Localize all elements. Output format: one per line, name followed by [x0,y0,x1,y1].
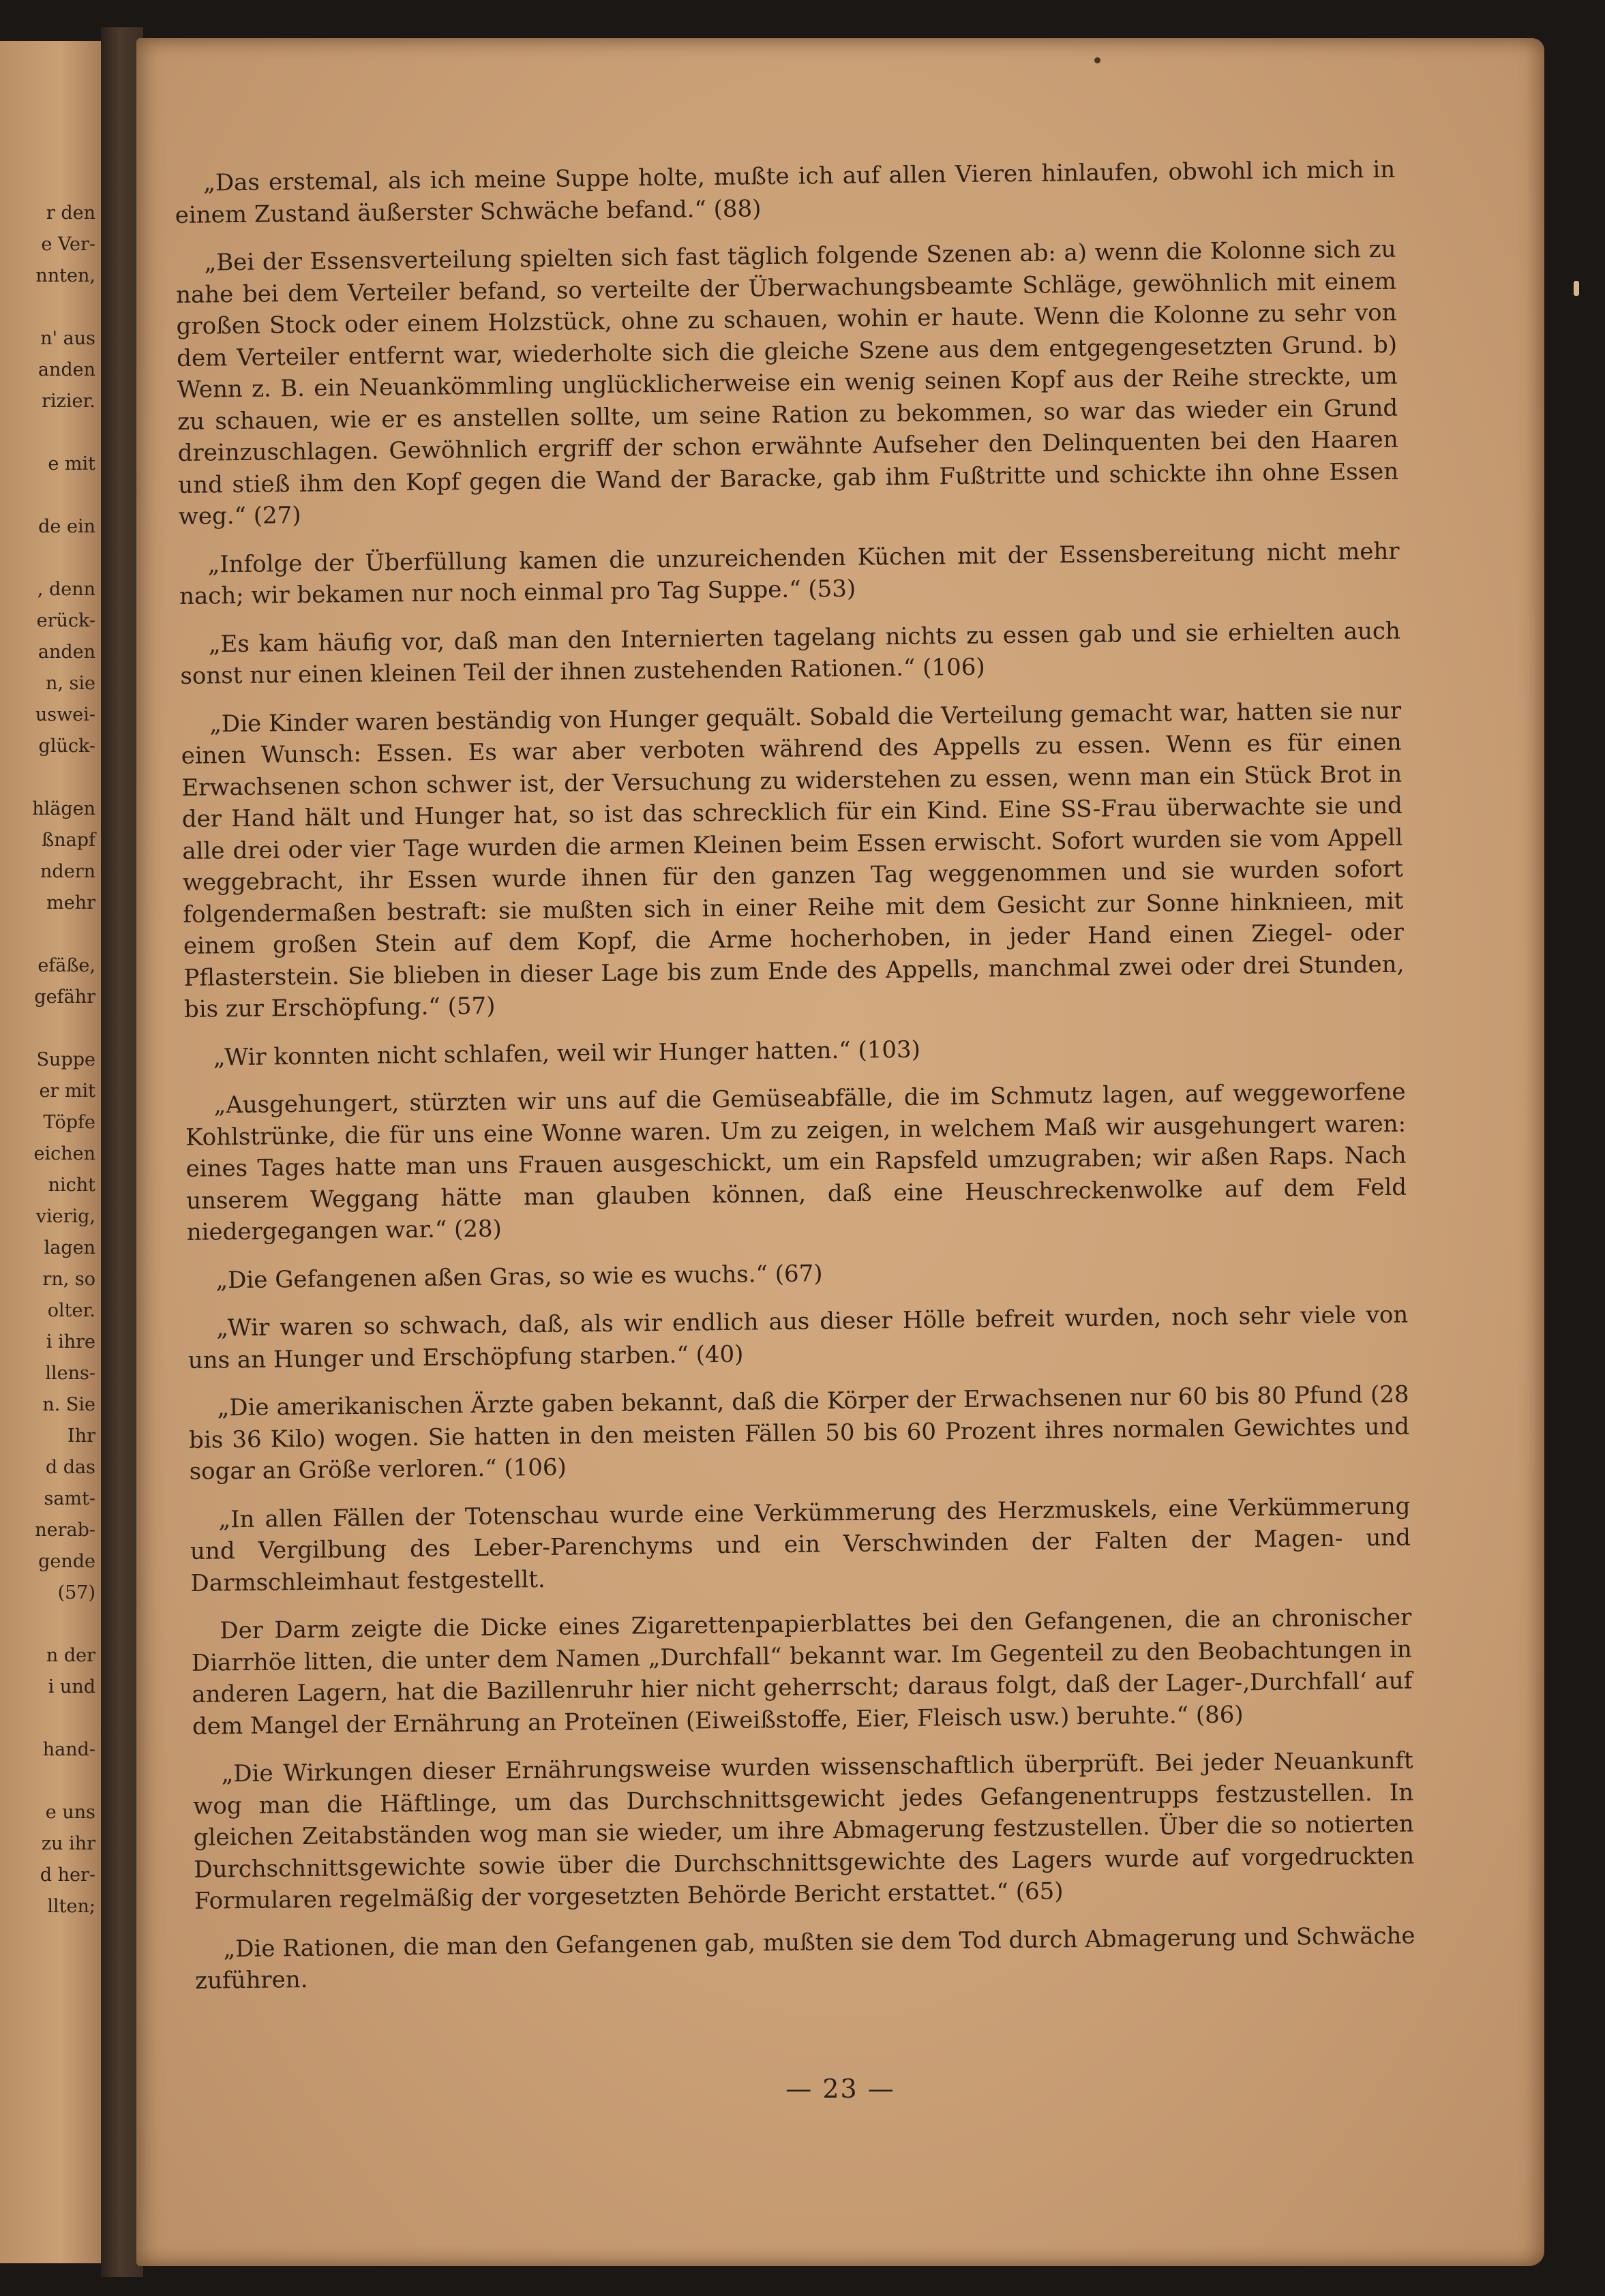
body-text [175,154,1416,2014]
left-fragment-line: d das [45,1457,95,1478]
left-fragment-line: e mit [48,453,95,474]
paragraph-9: „Wir waren so schwach, daß, als wir endlich aus dieser Hölle befreit wurden, noch sehr viele von uns an Hunger und Erschöpfung starben.“ (40) [188,1301,1409,1374]
left-fragment-line: n der [46,1645,95,1666]
left-fragment-line: hlägen [32,798,95,819]
left-fragment-line: (57) [57,1582,95,1603]
left-fragment-line: efäße, [38,955,95,976]
left-fragment-line: n. Sie [42,1394,95,1415]
paragraph-8: „Die Gefangenen aßen Gras, so wie es wuchs.“ (67) [215,1259,823,1294]
left-fragment-line [0,480,102,511]
left-fragment-line [0,1766,102,1797]
paragraph-1: „Das erstemal, als ich meine Suppe holte, mußte ich auf allen Vieren hinlaufen, obwohl ich mich in einem Zustand äußerster Schwäche befand.“ (88) [175,155,1396,229]
left-fragment-line: llens- [45,1363,95,1384]
left-fragment-line: Suppe [36,1049,95,1070]
left-fragment-line: olter. [47,1300,95,1321]
left-fragment-line: anden [38,641,95,663]
page-number: — 23 — [785,2074,895,2104]
paragraph-4: „Es kam häufig vor, daß man den Internierten tagelang nichts zu essen gab und sie erhielten auch sonst nur einen kleinen Teil der ihnen zustehenden Rationen.“ (106) [180,617,1401,690]
paragraph-3: „Infolge der Überfüllung kamen die unzureichenden Küchen mit der Essensbereitung nicht mehr nach; wir bekamen nur noch einmal pro Tag Suppe.“ (53) [179,537,1400,610]
left-fragment-line [0,417,102,449]
paragraph-2: „Bei der Essensverteilung spielten sich fast täglich folgende Szenen ab: a) wenn die Kolonne sich zu nahe bei dem Verteiler befand, so verteilte der Überwachungsbeamte Schläge, gewöhnlich mit einem großen Stock oder einem Holzstück, ohne zu schauen, wohin er haute. Wenn die Kolonne zu sehr von dem Verteiler entfernt war, wiederholte sich die gleiche Szene aus dem entgegengesetzten Grund. b) Wenn z. B. ein Neuankömmling unglücklicherweise ein wenig seinen Kopf aus der Reihe streckte, um zu schauen, wie er es anstellen sollte, um seine Ration zu bekommen, so war das wieder ein Grund dreinzuschlagen. Gewöhnlich ergriff der schon erwähnte Aufseher den Delinquenten bei den Haaren und stieß ihm den Kopf gegen die Wand der Baracke, gab ihm Fußtritte und schickte ihn ohne Essen weg.“ (27) [175,235,1399,530]
left-fragment-line [0,762,102,794]
paragraph-5: „Die Kinder waren beständig von Hunger gequält. Sobald die Verteilung gemacht war, hatten sie nur einen Wunsch: Essen. Es war aber verboten während des Appells zu essen. Wenn es für einen Erwachsenen schon schwer ist, der Versuchung zu widerstehen zu essen, wenn man ein Stück Brot in der Hand hält und Hunger hat, so ist das schrecklich für ein Kind. Eine SS-Frau überwachte sie und alle drei oder vier Tage wurden die armen Kleinen beim Essen erwischt. Sofort wurden sie vom Appell weggebracht, ihr Essen wurde ihnen für den ganzen Tag weggenommen und sie wurden sofort folgendermaßen bestraft: sie mußten sich in einer Reihe mit dem Gesicht zur Sonne hinknieen, mit einem großen Stein auf dem Kopf, die Arme hocherhoben, in jeder Hand einen Ziegel- oder Pflasterstein. Sie blieben in dieser Lage bis zum Ende des Appells, manchmal zwei oder drei Stunden, bis zur Erschöpfung.“ (57) [181,697,1405,1023]
paragraph-10: „Die amerikanischen Ärzte gaben bekannt, daß die Körper der Erwachsenen nur 60 bis 80 Pfund (28 bis 36 Kilo) wogen. Sie hatten in den meisten Fällen 50 bis 60 Prozent ihres normalen Gewichtes und sogar an Größe verloren.“ (106) [188,1380,1410,1485]
left-fragment-line: n' aus [40,328,95,349]
left-fragment-line: mehr [46,892,95,913]
left-fragment-line: i ihre [46,1331,95,1353]
left-fragment-line: nerab- [35,1520,95,1541]
book-page [136,38,1544,2266]
left-fragment-line [0,1609,102,1640]
left-fragment-line: e uns [45,1802,95,1823]
left-fragment-line: lagen [44,1237,95,1258]
left-fragment-line [0,919,102,950]
left-facing-page [0,41,102,2263]
paragraph-6: „Wir konnten nicht schlafen, weil wir Hunger hatten.“ (103) [213,1036,921,1071]
left-fragment-line: Töpfe [43,1112,95,1133]
left-fragment-line: d her- [40,1864,95,1886]
edge-speck [1574,281,1579,296]
left-fragment-line: rizier. [42,391,95,412]
paragraph-7: „Ausgehungert, stürzten wir uns auf die Gemüseabfälle, die im Schmutz lagen, auf weggeworfene Kohlstrünke, die für uns eine Wonne waren. Um zu zeigen, in welchem Maß wir ausgehungert waren: eines Tages hatte man uns Frauen ausgeschickt, um ein Rapsfeld umzugraben; wir aßen Raps. Nach unserem Weggang hätte man glauben können, daß eine Heuschreckenwolke auf dem Feld niedergegangen war.“ (28) [185,1078,1407,1246]
left-fragment-line: e Ver- [41,234,95,255]
paper-speck [1094,57,1100,63]
left-fragment-line: de ein [38,516,95,537]
left-fragment-line: rn, so [42,1269,95,1290]
left-fragment-line: r den [46,202,95,224]
left-fragment-line: samt- [44,1488,95,1509]
left-fragment-line: ndern [40,861,95,882]
left-fragment-line: erück- [36,610,95,631]
paragraph-11: „In allen Fällen der Totenschau wurde eine Verkümmerung des Herzmuskels, eine Verkümmerung und Vergilbung des Leber-Parenchyms und ein Verschwinden der Falten der Magen- und Darmschleimhaut festgestellt. [190,1492,1411,1597]
left-fragment-line: nnten, [35,265,95,286]
paragraph-13: „Die Wirkungen dieser Ernährungsweise wurden wissenschaftlich überprüft. Bei jeder Neuankunft wog man die Häftlinge, um das Durchschnittsgewicht jedes Gefangenentrupps festzustellen. In gleichen Zeitabständen wog man sie wieder, um ihre Abmagerung festzustellen. Über die so notierten Durchschnittsgewichte sowie über die Durchschnittsgewichte des Lagers wurde auf vorgedruckten Formularen regelmäßig der vorgesetzten Behörde Bericht erstattet.“ (65) [193,1747,1415,1915]
left-fragment-line: ßnapf [42,830,95,851]
left-fragment-line: uswei- [35,704,95,725]
left-fragment-line [0,543,102,574]
left-fragment-line: n, sie [45,673,95,694]
paragraph-14: „Die Rationen, die man den Gefangenen gab, mußten sie dem Tod durch Abmagerung und Schwäche zuführen. [194,1922,1415,1995]
left-fragment-line: er mit [39,1081,95,1102]
paragraph-12: Der Darm zeigte die Dicke eines Zigarettenpapierblattes bei den Gefangenen, die an chronischer Diarrhöe litten, die unter dem Namen „Durchfall“ bekannt war. Im Gegenteil zu den Beobachtungen in anderen Lagern, hat die Bazillenruhr hier nicht geherrscht; daraus folgt, daß der Lager-‚Durchfall‘ auf dem Mangel der Ernährung an Proteïnen (Eiweißstoffe, Eier, Fleisch usw.) beruhte.“ (86) [191,1603,1413,1740]
left-fragment-line: gefähr [34,986,95,1008]
left-fragment-line: anden [38,359,95,380]
left-fragment-line: llten; [47,1896,95,1917]
left-fragment-line [0,1013,102,1044]
left-fragment-line: i und [48,1676,95,1697]
left-page-text-fragments [0,198,102,1922]
left-fragment-line: vierig, [35,1206,95,1227]
left-fragment-line: nicht [48,1175,95,1196]
left-fragment-line: zu ihr [41,1833,95,1854]
left-fragment-line: glück- [38,736,95,757]
left-fragment-line: Ihr [68,1425,95,1447]
left-fragment-line [0,292,102,323]
left-fragment-line: gende [38,1551,95,1572]
left-fragment-line: eichen [33,1143,95,1164]
left-fragment-line: hand- [42,1739,95,1760]
left-fragment-line [0,1703,102,1734]
left-fragment-line: , denn [37,579,95,600]
